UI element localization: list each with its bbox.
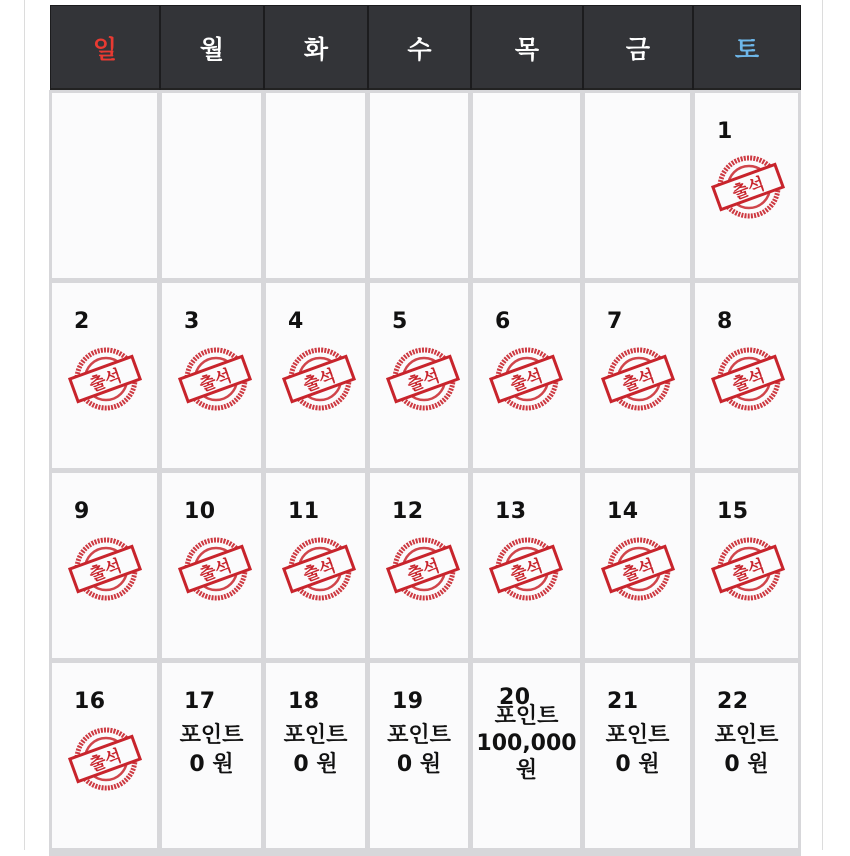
points-info	[585, 721, 690, 779]
svg-text:출석: 출석	[86, 555, 125, 586]
calendar-day-18[interactable]	[263, 660, 368, 851]
day-number: 6	[495, 309, 511, 334]
calendar-day-8[interactable]	[692, 280, 801, 471]
points-value: 0 원	[396, 752, 442, 777]
points-label: 포인트	[714, 723, 779, 748]
day-number: 19	[392, 689, 424, 714]
weekday-header-tuesday: 화	[264, 5, 368, 91]
calendar-day-19[interactable]	[367, 660, 471, 851]
day-number: 9	[74, 499, 90, 524]
calendar-empty-cell	[367, 850, 471, 856]
day-number: 15	[717, 499, 749, 524]
svg-text:출석: 출석	[300, 555, 339, 586]
points-value: 0 원	[189, 752, 234, 777]
points-value: 0 원	[615, 752, 660, 777]
calendar-day-12[interactable]	[367, 470, 471, 661]
points-info	[370, 721, 468, 779]
calendar-empty-cell	[49, 90, 160, 281]
calendar-day-10[interactable]	[159, 470, 264, 661]
day-number: 7	[607, 309, 623, 334]
points-info	[695, 721, 798, 779]
attendance-stamp-icon	[66, 341, 144, 419]
calendar-day-20[interactable]	[470, 660, 583, 851]
attendance-stamp-icon	[176, 531, 254, 609]
calendar-empty-cell	[367, 90, 471, 281]
calendar-empty-cell	[49, 850, 160, 856]
calendar-day-21[interactable]	[582, 660, 693, 851]
day-number: 10	[184, 499, 216, 524]
page-left-border	[24, 0, 25, 850]
calendar-day-13[interactable]	[470, 470, 583, 661]
calendar-day-6[interactable]	[470, 280, 583, 471]
svg-text:출석: 출석	[729, 365, 768, 396]
day-number: 5	[392, 309, 408, 334]
points-value: 0 원	[293, 752, 338, 777]
calendar-day-4[interactable]	[263, 280, 368, 471]
calendar-day-3[interactable]	[159, 280, 264, 471]
day-number: 11	[288, 499, 320, 524]
attendance-stamp-icon	[280, 341, 358, 419]
attendance-stamp-icon	[66, 721, 144, 799]
calendar-empty-cell	[470, 90, 583, 281]
attendance-stamp-icon	[487, 341, 565, 419]
points-info	[162, 721, 261, 779]
svg-text:출석: 출석	[86, 745, 125, 776]
points-value: 100,000	[476, 731, 577, 756]
calendar-day-17[interactable]	[159, 660, 264, 851]
svg-text:출석: 출석	[507, 555, 546, 586]
points-info	[473, 703, 580, 784]
day-number: 21	[607, 689, 639, 714]
calendar-day-11[interactable]	[263, 470, 368, 661]
attendance-stamp-icon	[66, 531, 144, 609]
attendance-stamp-icon	[599, 341, 677, 419]
calendar-day-22[interactable]	[692, 660, 801, 851]
calendar-day-9[interactable]	[49, 470, 160, 661]
svg-text:출석: 출석	[196, 365, 235, 396]
calendar-day-5[interactable]	[367, 280, 471, 471]
svg-text:출석: 출석	[196, 555, 235, 586]
attendance-stamp-icon	[709, 149, 787, 227]
calendar-empty-cell	[263, 90, 368, 281]
day-number: 4	[288, 309, 304, 334]
day-number: 13	[495, 499, 527, 524]
attendance-stamp-icon	[384, 341, 462, 419]
points-label: 포인트	[605, 723, 670, 748]
weekday-header-monday: 월	[160, 5, 264, 91]
points-info	[266, 721, 365, 779]
weekday-header-saturday: 토	[693, 5, 801, 91]
weekday-header-sunday: 일	[50, 5, 160, 91]
calendar-empty-cell	[263, 850, 368, 856]
weekday-header-friday: 금	[583, 5, 693, 91]
calendar-day-16[interactable]	[49, 660, 160, 851]
day-number: 22	[717, 689, 749, 714]
svg-text:출석: 출석	[507, 365, 546, 396]
svg-text:출석: 출석	[300, 365, 339, 396]
calendar-day-2[interactable]	[49, 280, 160, 471]
day-number: 12	[392, 499, 424, 524]
attendance-calendar	[50, 5, 801, 856]
calendar-empty-cell	[582, 90, 693, 281]
calendar-day-14[interactable]	[582, 470, 693, 661]
points-label: 포인트	[283, 723, 348, 748]
calendar-day-1[interactable]	[692, 90, 801, 281]
calendar-empty-cell	[470, 850, 583, 856]
calendar-empty-cell	[692, 850, 801, 856]
calendar-empty-cell	[582, 850, 693, 856]
svg-text:출석: 출석	[729, 555, 768, 586]
points-value: 0 원	[724, 752, 769, 777]
svg-text:출석: 출석	[404, 365, 443, 396]
weekday-header-thursday: 목	[471, 5, 583, 91]
day-number: 20	[499, 685, 531, 710]
svg-text:출석: 출석	[86, 365, 125, 396]
day-number: 18	[288, 689, 320, 714]
points-label: 포인트	[179, 723, 244, 748]
points-unit: 원	[515, 758, 538, 783]
day-number: 2	[74, 309, 90, 334]
calendar-empty-cell	[159, 90, 264, 281]
page-right-border	[822, 0, 823, 850]
attendance-stamp-icon	[487, 531, 565, 609]
day-number: 14	[607, 499, 639, 524]
attendance-stamp-icon	[176, 341, 254, 419]
calendar-day-7[interactable]	[582, 280, 693, 471]
weekday-header-wednesday: 수	[368, 5, 471, 91]
points-label: 포인트	[494, 704, 559, 729]
attendance-stamp-icon	[709, 341, 787, 419]
calendar-day-15[interactable]	[692, 470, 801, 661]
svg-text:출석: 출석	[404, 555, 443, 586]
day-number: 3	[184, 309, 200, 334]
day-number: 8	[717, 309, 733, 334]
points-label: 포인트	[387, 723, 451, 748]
svg-text:출석: 출석	[729, 173, 768, 204]
day-number: 1	[717, 119, 733, 144]
calendar-empty-cell	[159, 850, 264, 856]
day-number: 16	[74, 689, 106, 714]
attendance-stamp-icon	[384, 531, 462, 609]
attendance-stamp-icon	[709, 531, 787, 609]
attendance-stamp-icon	[280, 531, 358, 609]
svg-text:출석: 출석	[619, 365, 658, 396]
svg-text:출석: 출석	[619, 555, 658, 586]
attendance-stamp-icon	[599, 531, 677, 609]
day-number: 17	[184, 689, 216, 714]
